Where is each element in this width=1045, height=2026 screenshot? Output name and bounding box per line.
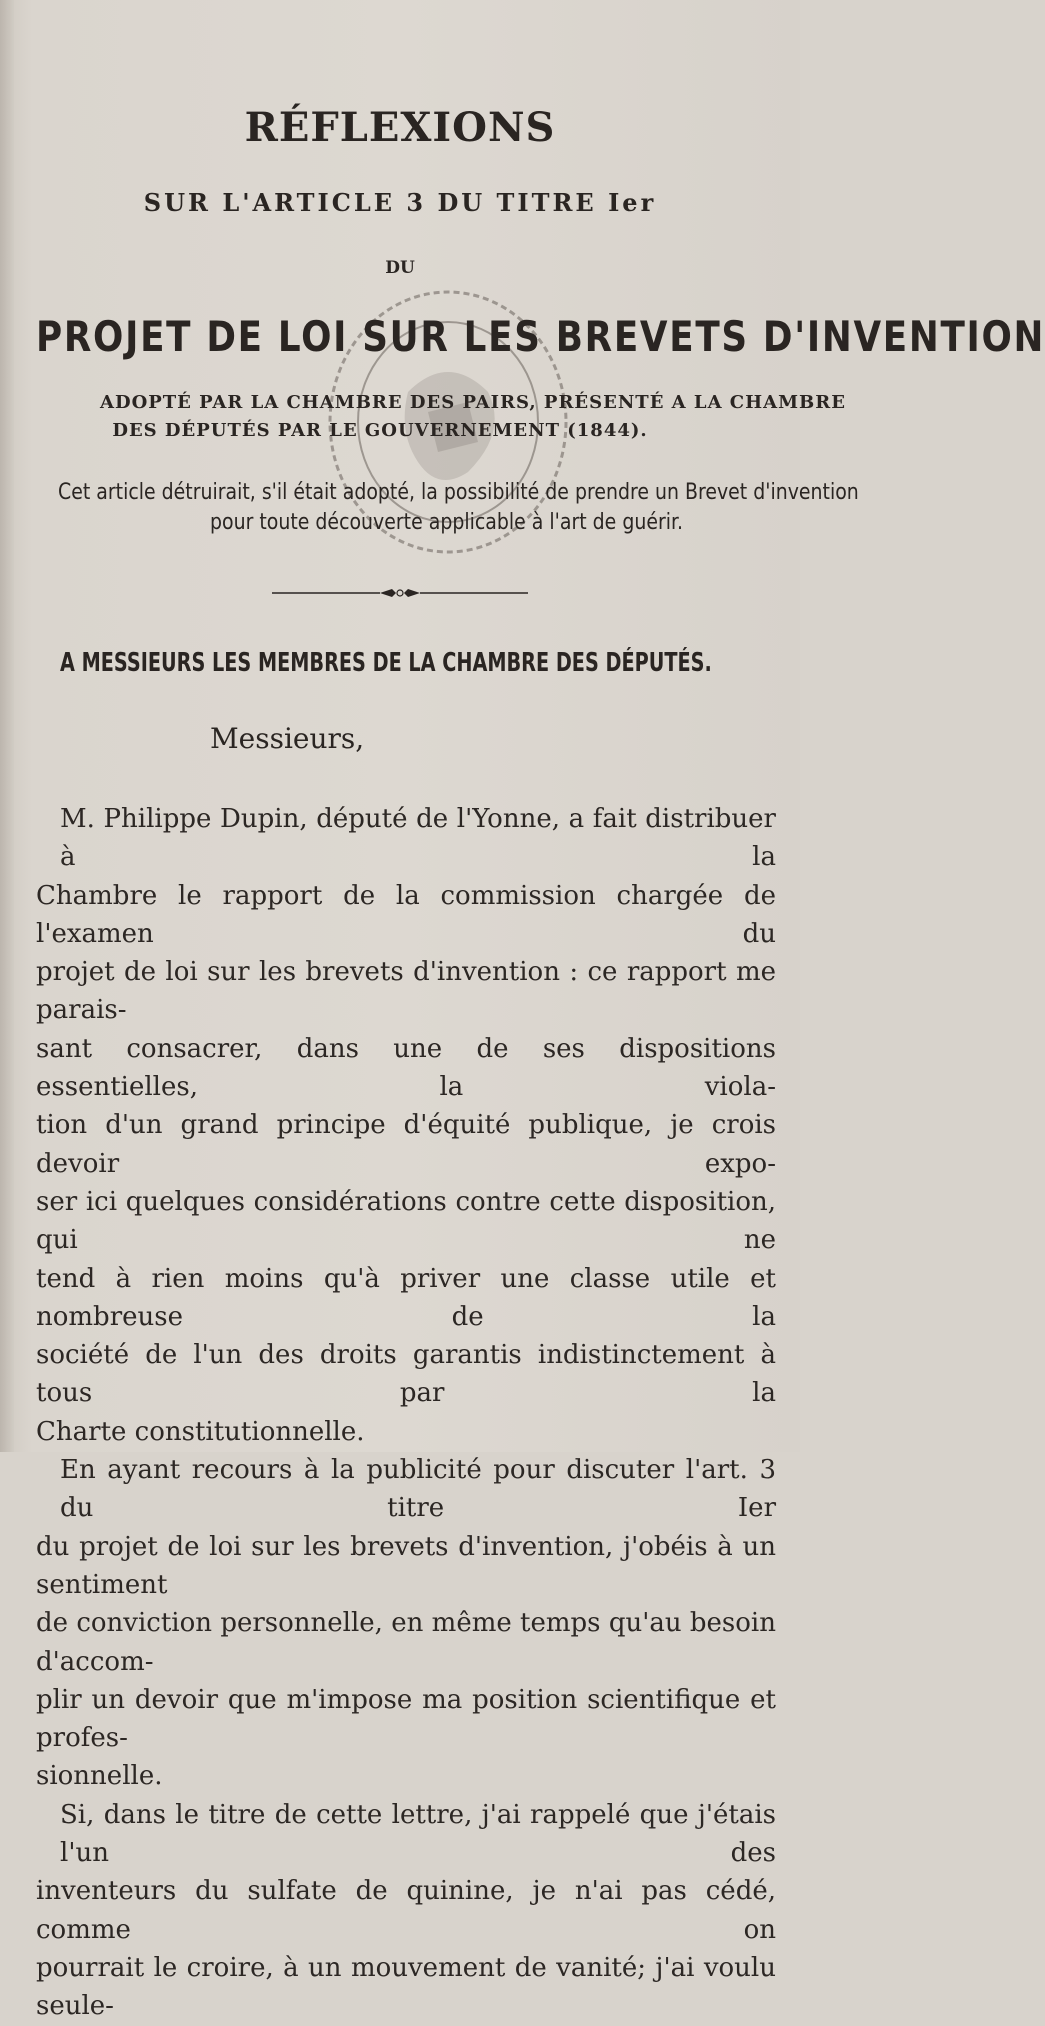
paragraph-line: inventeurs du sulfate de quinine, je n'ai pas cédé, comme on: [36, 1876, 776, 1945]
paragraph-line: M. Philippe Dupin, député de l'Yonne, a fait distribuer à la: [60, 804, 776, 873]
ornamental-divider-icon: [272, 586, 528, 600]
paragraph-2: [36, 1451, 776, 1796]
document-title: RÉFLEXIONS: [244, 104, 556, 151]
bill-title: PROJET DE LOI SUR LES BREVETS D'INVENTION: [36, 312, 1045, 361]
paragraph-line: sionnelle.: [36, 1761, 163, 1792]
page-edge-shadow: [0, 0, 14, 1452]
paragraph-line: pourrait le croire, à un mouvement de vanité; j'ai voulu seule-: [36, 1952, 776, 2022]
letter-addressee: A MESSIEURS LES MEMBRES DE LA CHAMBRE DES DÉPUTÉS.: [60, 648, 712, 678]
letter-body: [36, 800, 776, 2026]
adoption-line-1: ADOPTÉ PAR LA CHAMBRE DES PAIRS, PRÉSENTÉ A LA CHAMBRE: [100, 392, 846, 413]
paragraph-3: [36, 1796, 776, 2026]
letter-salutation: Messieurs,: [210, 722, 365, 755]
document-subtitle: SUR L'ARTICLE 3 DU TITRE Ier: [143, 188, 657, 217]
paragraph-line: plir un devoir que m'impose ma position scientifique et profes-: [36, 1684, 776, 1754]
paragraph-line: sant consacrer, dans une de ses dispositions essentielles, la viola-: [36, 1033, 776, 1103]
paragraph-line: tend à rien moins qu'à priver une classe utile et nombreuse de la: [36, 1263, 776, 1332]
paragraph-line: En ayant recours à la publicité pour discuter l'art. 3 du titre Ier: [60, 1455, 776, 1524]
paragraph-line: du projet de loi sur les brevets d'invention, j'obéis à un sentiment: [36, 1531, 776, 1600]
paragraph-line: Charte constitutionnelle.: [36, 1416, 365, 1447]
paragraph-line: ser ici quelques considérations contre cette disposition, qui ne: [36, 1186, 776, 1256]
paragraph-1: [36, 800, 776, 1451]
du-label: DU: [385, 258, 415, 278]
adoption-line-2: DES DÉPUTÉS PAR LE GOUVERNEMENT (1844).: [112, 420, 648, 441]
paragraph-line: Chambre le rapport de la commission chargée de l'examen du: [36, 880, 776, 949]
article-note-line-1: Cet article détruirait, s'il était adopté, la possibilité de prendre un Brevet d'invention: [58, 480, 859, 505]
paragraph-line: société de l'un des droits garantis indistinctement à tous par la: [36, 1340, 776, 1409]
paragraph-line: tion d'un grand principe d'équité publique, je crois devoir expo-: [36, 1110, 776, 1179]
paragraph-line: Si, dans le titre de cette lettre, j'ai rappelé que j'étais l'un des: [60, 1799, 776, 1869]
paragraph-line: projet de loi sur les brevets d'invention : ce rapport me parais-: [36, 957, 776, 1026]
article-note-line-2: pour toute découverte applicable à l'art de guérir.: [210, 510, 684, 535]
paragraph-line: de conviction personnelle, en même temps qu'au besoin d'accom-: [36, 1608, 776, 1677]
